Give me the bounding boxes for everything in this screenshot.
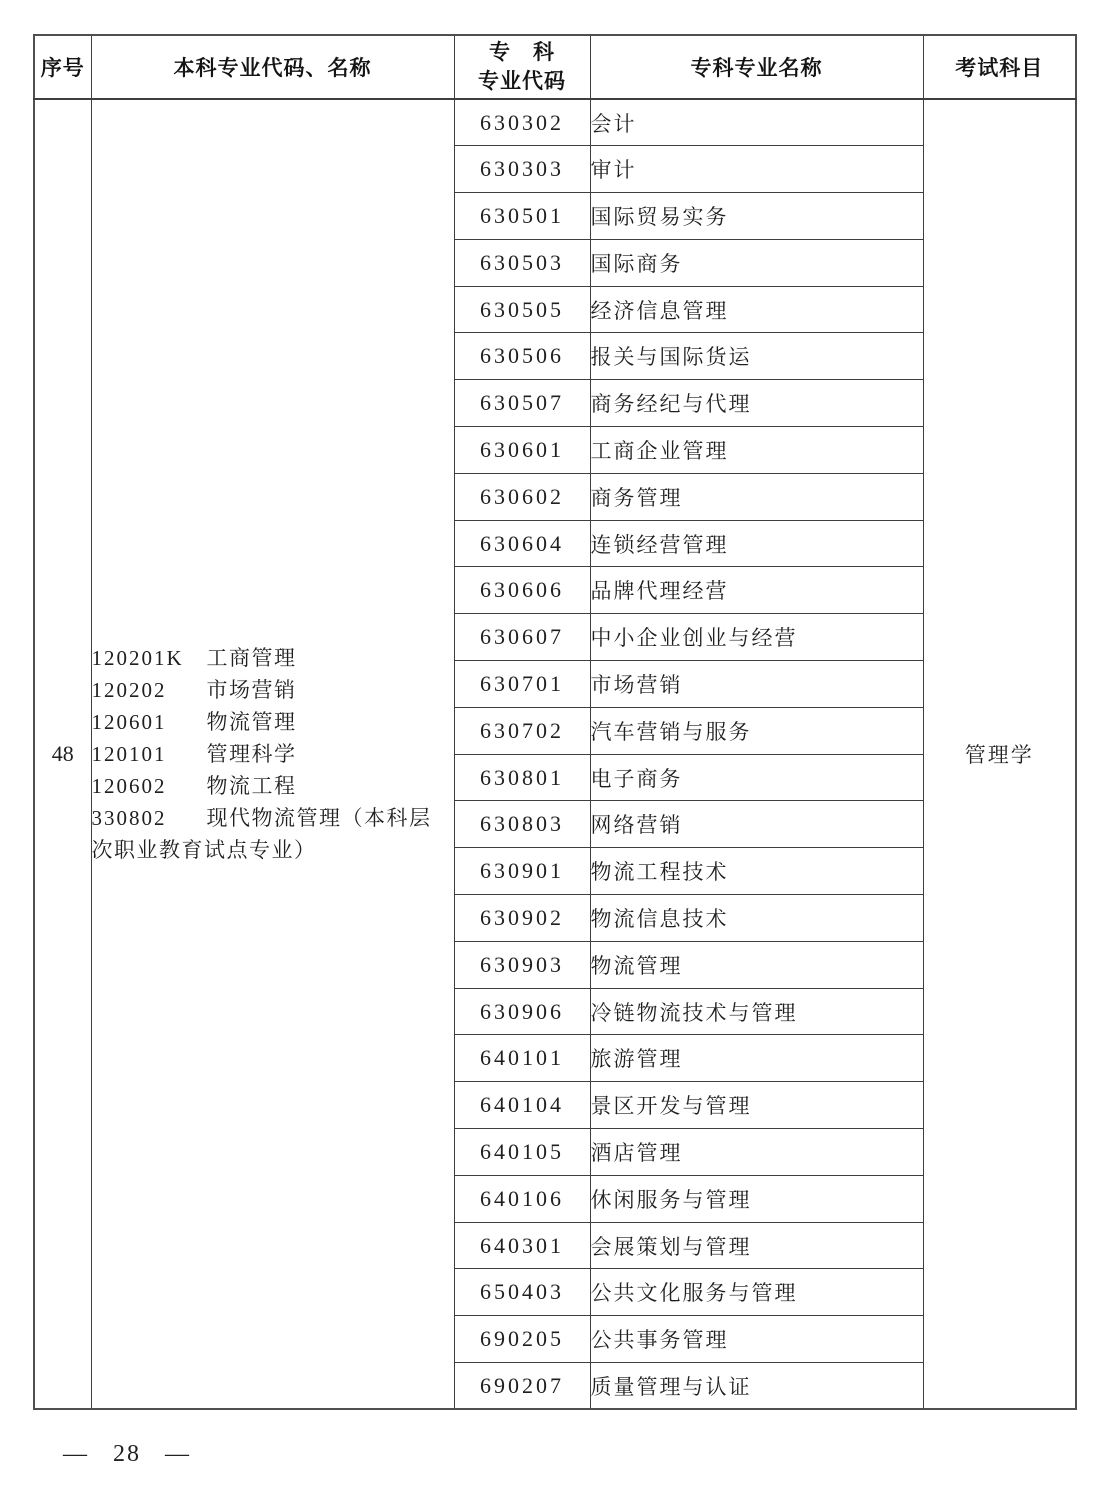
college-major-name-cell: 会计 xyxy=(590,99,923,146)
college-major-name-cell: 旅游管理 xyxy=(590,1035,923,1082)
undergrad-major-line xyxy=(92,674,454,706)
college-major-code-cell: 630702 xyxy=(454,707,590,754)
table-body xyxy=(34,99,1076,1409)
undergrad-major-code: 120201K xyxy=(91,646,184,671)
college-major-name-cell: 经济信息管理 xyxy=(590,286,923,333)
undergrad-major-code: 330802 xyxy=(91,806,167,831)
table-header-row xyxy=(34,35,1076,99)
college-major-name-cell: 商务经纪与代理 xyxy=(590,380,923,427)
college-major-code-cell: 630606 xyxy=(454,567,590,614)
undergrad-major-line xyxy=(92,738,454,770)
college-major-code-cell: 630607 xyxy=(454,614,590,661)
undergrad-major-line xyxy=(92,706,454,738)
college-major-name-cell: 工商企业管理 xyxy=(590,427,923,474)
undergrad-major-name: 物流工程 xyxy=(206,774,297,799)
college-major-code-cell: 630604 xyxy=(454,520,590,567)
college-major-code-cell: 630902 xyxy=(454,895,590,942)
college-major-name-cell: 商务管理 xyxy=(590,473,923,520)
college-major-code-cell: 630906 xyxy=(454,988,590,1035)
undergrad-major-name: 市场营销 xyxy=(206,678,297,703)
college-major-name-cell: 国际商务 xyxy=(590,239,923,286)
college-major-code-cell: 630501 xyxy=(454,193,590,240)
college-major-name-cell: 酒店管理 xyxy=(590,1129,923,1176)
college-major-code-cell: 630507 xyxy=(454,380,590,427)
college-major-code-cell: 640105 xyxy=(454,1129,590,1176)
page-number: — 28 — xyxy=(63,1441,191,1467)
undergrad-major-code: 120202 xyxy=(91,678,167,703)
college-major-code-cell: 630701 xyxy=(454,661,590,708)
college-major-code-cell: 640301 xyxy=(454,1222,590,1269)
header-undergrad-code-name: 本科专业代码、名称 xyxy=(91,35,454,99)
major-codes-table xyxy=(33,34,1077,1410)
exam-subject-cell: 管理学 xyxy=(923,99,1076,1409)
header-exam-subject: 考试科目 xyxy=(923,35,1076,99)
undergrad-major-name: 管理科学 xyxy=(206,742,297,767)
college-major-name-cell: 休闲服务与管理 xyxy=(590,1175,923,1222)
undergrad-major-name: 物流管理 xyxy=(206,710,297,735)
undergrad-major-name: 工商管理 xyxy=(206,646,297,671)
college-major-code-cell: 630503 xyxy=(454,239,590,286)
college-major-name-cell: 品牌代理经营 xyxy=(590,567,923,614)
college-major-name-cell: 物流信息技术 xyxy=(590,895,923,942)
header-college-code xyxy=(454,35,590,99)
undergrad-majors-cell xyxy=(91,99,454,1409)
college-major-name-cell: 审计 xyxy=(590,146,923,193)
undergrad-major-line xyxy=(92,642,454,674)
undergrad-major-code: 120602 xyxy=(91,774,167,799)
college-major-code-cell: 650403 xyxy=(454,1269,590,1316)
college-major-name-cell: 物流管理 xyxy=(590,941,923,988)
college-major-code-cell: 630505 xyxy=(454,286,590,333)
college-major-code-cell: 630602 xyxy=(454,473,590,520)
college-major-name-cell: 物流工程技术 xyxy=(590,848,923,895)
header-college-code-line2: 专业代码 xyxy=(478,70,566,93)
college-major-name-cell: 公共事务管理 xyxy=(590,1316,923,1363)
college-major-code-cell: 630803 xyxy=(454,801,590,848)
college-major-name-cell: 中小企业创业与经营 xyxy=(590,614,923,661)
college-major-code-cell: 640104 xyxy=(454,1082,590,1129)
college-major-name-cell: 电子商务 xyxy=(590,754,923,801)
seq-cell: 48 xyxy=(34,99,91,1409)
college-major-name-cell: 网络营销 xyxy=(590,801,923,848)
college-major-code-cell: 630601 xyxy=(454,427,590,474)
college-major-code-cell: 630801 xyxy=(454,754,590,801)
college-major-name-cell: 质量管理与认证 xyxy=(590,1363,923,1410)
undergrad-major-line xyxy=(92,802,454,866)
college-major-name-cell: 汽车营销与服务 xyxy=(590,707,923,754)
college-major-name-cell: 景区开发与管理 xyxy=(590,1082,923,1129)
college-major-code-cell: 630506 xyxy=(454,333,590,380)
college-major-name-cell: 国际贸易实务 xyxy=(590,193,923,240)
undergrad-major-code: 120601 xyxy=(91,710,167,735)
undergrad-major-name: 现代物流管理（本科层次职业教育试点专业） xyxy=(91,806,432,863)
college-major-name-cell: 公共文化服务与管理 xyxy=(590,1269,923,1316)
header-college-name: 专科专业名称 xyxy=(590,35,923,99)
college-major-code-cell: 630901 xyxy=(454,848,590,895)
college-major-code-cell: 690205 xyxy=(454,1316,590,1363)
college-major-code-cell: 690207 xyxy=(454,1363,590,1410)
college-major-name-cell: 冷链物流技术与管理 xyxy=(590,988,923,1035)
college-major-code-cell: 630903 xyxy=(454,941,590,988)
college-major-name-cell: 报关与国际货运 xyxy=(590,333,923,380)
college-major-name-cell: 市场营销 xyxy=(590,661,923,708)
college-major-code-cell: 640106 xyxy=(454,1175,590,1222)
college-major-row xyxy=(34,99,1076,146)
undergrad-major-line xyxy=(92,770,454,802)
header-seq: 序号 xyxy=(34,35,91,99)
college-major-name-cell: 连锁经营管理 xyxy=(590,520,923,567)
college-major-code-cell: 630303 xyxy=(454,146,590,193)
college-major-code-cell: 640101 xyxy=(454,1035,590,1082)
college-major-code-cell: 630302 xyxy=(454,99,590,146)
undergrad-major-code: 120101 xyxy=(91,742,167,767)
college-major-name-cell: 会展策划与管理 xyxy=(590,1222,923,1269)
header-college-code-line1: 专 科 xyxy=(489,41,555,64)
